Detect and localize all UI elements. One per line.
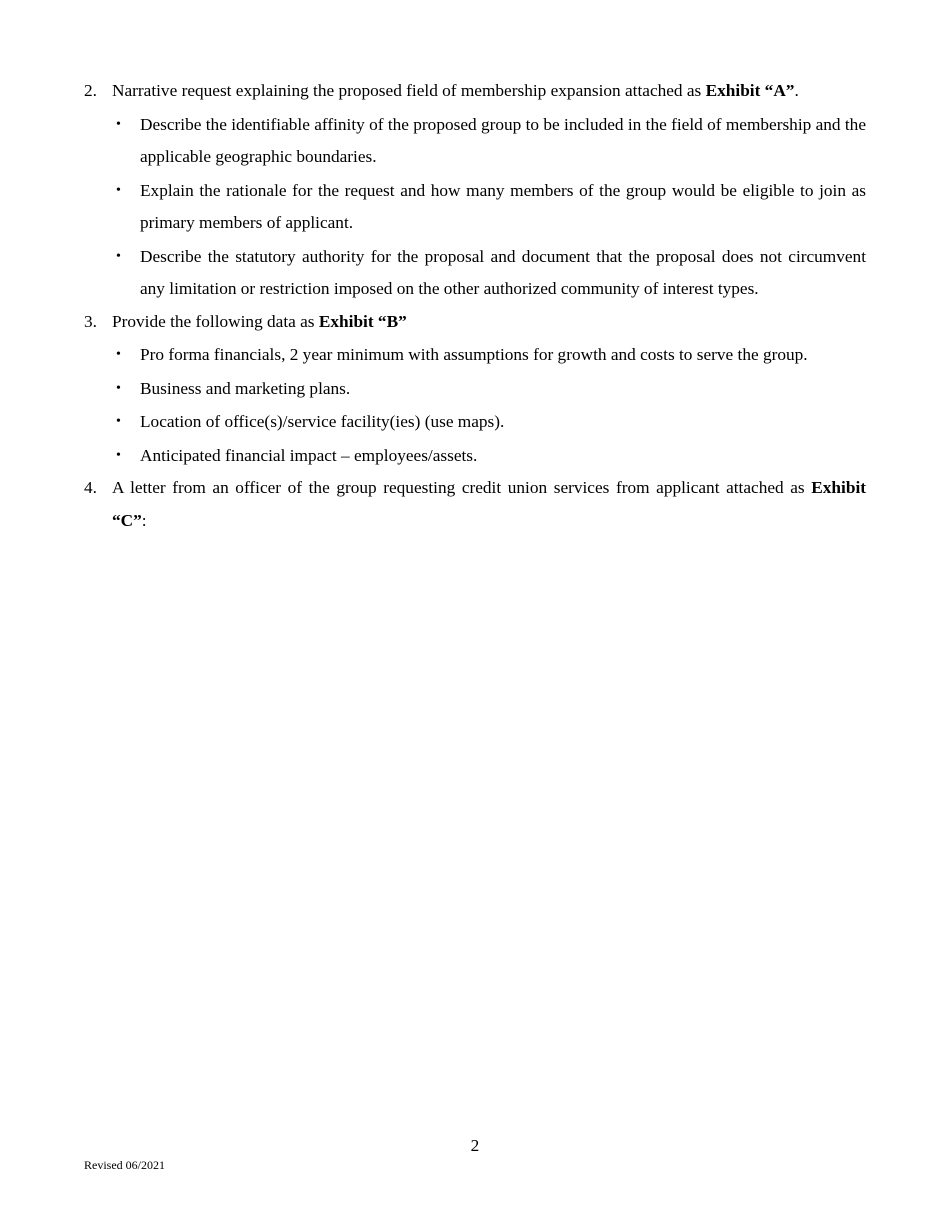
numbered-item-4 [84,472,866,537]
bullet-text: Describe the identifiable affinity of the proposed group to be included in the field of membership and the applicable geographic boundaries. [140,114,866,166]
bullet-text: Explain the rationale for the request and how many members of the group would be eligible to join as primary members of applicant. [140,180,866,232]
bullet-icon: • [116,347,121,362]
bullet-item [84,373,866,406]
bullet-item [84,339,866,372]
bullet-text: Describe the statutory authority for the proposal and document that the proposal does not circumvent any limitation or restriction imposed on the other authorized community of interest types. [140,246,866,298]
bullet-icon: • [116,116,121,132]
numbered-item-3 [84,306,866,339]
exhibit-label: Exhibit “B” [318,311,407,331]
item-number: 4. [84,478,97,497]
bullet-text: Pro forma financials, 2 year minimum with assumptions for growth and costs to serve the group. [140,345,808,364]
bullet-item [84,440,866,473]
exhibit-label: Exhibit “A” [705,81,795,100]
item-text: Narrative request explaining the proposed field of membership expansion attached as [112,81,706,100]
bullet-icon: • [116,248,121,264]
bullet-item [84,175,866,240]
bullet-icon: • [116,380,121,396]
document-body [84,75,866,537]
bullet-item [84,241,866,306]
bullet-text: Anticipated financial impact – employees/assets. [140,445,478,465]
numbered-item-2 [84,75,866,108]
item-number: 3. [84,311,97,331]
bullet-icon: • [116,414,121,429]
bullet-text: Location of office(s)/service facility(ies) (use maps). [140,412,505,431]
item-number: 2. [84,81,97,100]
item-text: A letter from an officer of the group requesting credit union services from applicant attached as [112,478,812,497]
exhibit-label: Exhibit “C” [112,478,866,530]
bullet-icon: • [116,182,121,198]
item-text-end: : [141,510,147,530]
item-text: Provide the following data as [112,311,319,331]
bullet-item [84,109,866,174]
bullet-item [84,406,866,439]
page-number: 2 [470,1136,480,1155]
bullet-icon: • [116,447,121,463]
revision-date: Revised 06/2021 [84,1158,165,1172]
item-text-end: . [794,81,799,100]
bullet-text: Business and marketing plans. [140,378,351,398]
